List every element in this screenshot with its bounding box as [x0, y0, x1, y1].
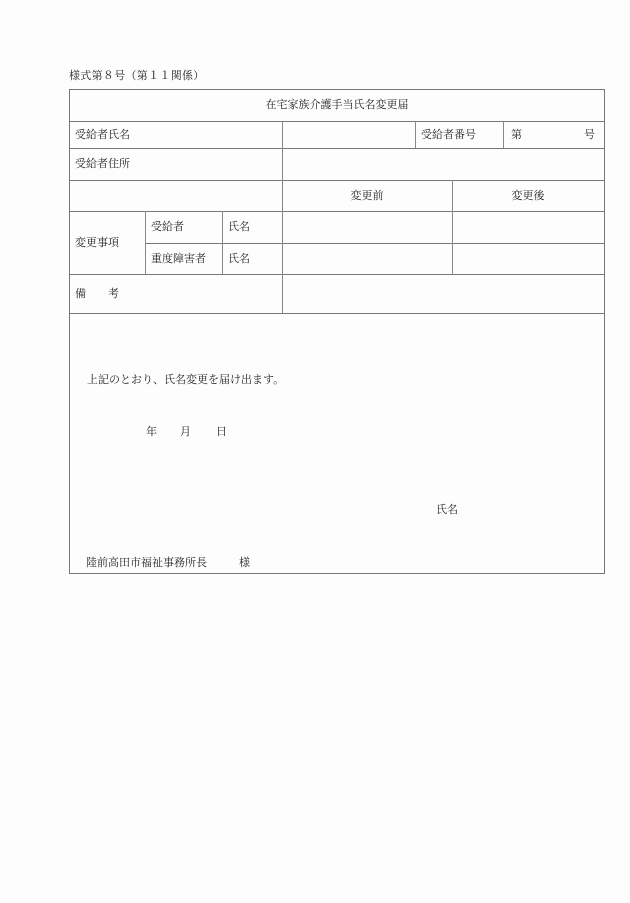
divider — [69, 180, 605, 181]
recipient-number-label: 受給者番号 — [421, 128, 476, 141]
change-items-label: 変更事項 — [75, 236, 119, 249]
recipient-address-field[interactable] — [283, 149, 604, 180]
recipient-number-field[interactable] — [525, 122, 580, 148]
remarks-field[interactable] — [283, 275, 604, 313]
row-field: 氏名 — [228, 252, 250, 265]
honorific: 様 — [239, 556, 250, 569]
row-category: 受給者 — [151, 220, 184, 233]
divider — [145, 211, 146, 274]
disabled-person-name-after-field[interactable] — [453, 244, 604, 274]
form-title: 在宅家族介護手当氏名変更届 — [265, 98, 409, 111]
header-before: 変更前 — [350, 189, 384, 202]
recipient-name-field[interactable] — [283, 122, 415, 148]
recipient-name-after-field[interactable] — [453, 212, 604, 243]
date-month-label: 月 — [180, 425, 191, 438]
disabled-person-name-before-field[interactable] — [283, 244, 452, 274]
number-suffix: 号 — [584, 128, 595, 141]
row-field: 氏名 — [228, 220, 250, 233]
divider — [415, 121, 416, 148]
declaration-text: 上記のとおり、氏名変更を届け出ます。 — [87, 373, 285, 386]
divider — [69, 313, 605, 314]
remarks-label: 備 考 — [75, 287, 119, 300]
recipient-address-label: 受給者住所 — [75, 157, 130, 170]
date-year-label: 年 — [146, 425, 157, 438]
addressee: 陸前高田市福祉事務所長 — [86, 556, 207, 569]
recipient-name-label: 受給者氏名 — [75, 128, 130, 141]
divider — [503, 121, 504, 148]
header-after: 変更後 — [511, 189, 545, 202]
divider — [222, 211, 223, 274]
number-prefix: 第 — [511, 128, 522, 141]
recipient-name-before-field[interactable] — [283, 212, 452, 243]
date-day-label: 日 — [216, 425, 227, 438]
applicant-name-label: 氏名 — [436, 503, 458, 516]
row-category: 重度障害者 — [151, 252, 206, 265]
form-number-label: 様式第８号（第１１関係） — [69, 69, 205, 82]
